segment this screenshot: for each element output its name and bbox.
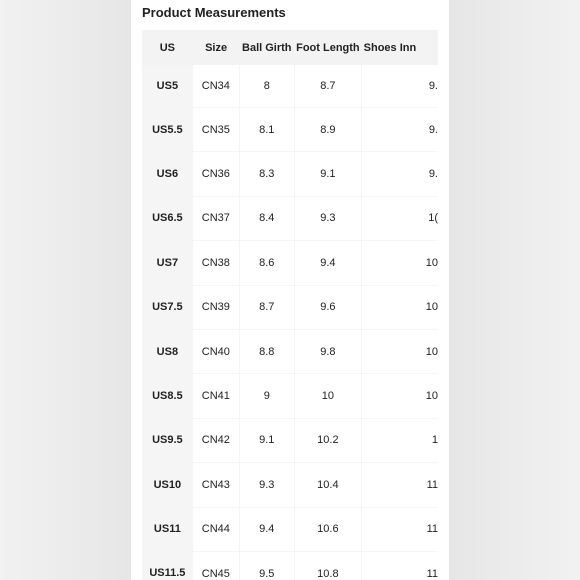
cell-us: US8.5 <box>142 374 193 418</box>
cell-us: US6 <box>142 152 193 196</box>
cell-size: CN45 <box>193 551 240 580</box>
cell-us: US9.5 <box>142 418 193 462</box>
cell-size: CN36 <box>193 152 240 196</box>
cell-foot-length: 10 <box>294 374 362 418</box>
table-row <box>142 108 438 152</box>
cell-shoes-inner: 1( <box>362 196 438 240</box>
cell-shoes-inner: 11 <box>362 463 438 507</box>
cell-shoes-inner: 11 <box>362 507 438 551</box>
cell-ball-girth: 9.4 <box>239 507 294 551</box>
cell-size: CN43 <box>193 463 240 507</box>
blurred-background-left <box>0 0 131 580</box>
cell-size: CN39 <box>193 285 240 329</box>
cell-size: CN38 <box>193 241 240 285</box>
cell-shoes-inner: 9. <box>362 152 438 196</box>
cell-us: US7 <box>142 241 193 285</box>
cell-shoes-inner: 1 <box>362 418 438 462</box>
table-row <box>142 152 438 196</box>
header-us: US <box>142 30 193 65</box>
cell-ball-girth: 8.4 <box>239 196 294 240</box>
cell-shoes-inner: 9. <box>362 108 438 152</box>
cell-foot-length: 9.3 <box>294 196 362 240</box>
cell-us: US7.5 <box>142 285 193 329</box>
cell-foot-length: 8.7 <box>294 65 362 108</box>
cell-foot-length: 10.8 <box>294 551 362 580</box>
cell-ball-girth: 9 <box>239 374 294 418</box>
blurred-background-right <box>449 0 580 580</box>
table-row <box>142 507 438 551</box>
cell-foot-length: 8.9 <box>294 108 362 152</box>
table-row <box>142 551 438 580</box>
cell-foot-length: 10.4 <box>294 463 362 507</box>
table-row <box>142 418 438 462</box>
cell-us: US8 <box>142 329 193 373</box>
cell-us: US10 <box>142 463 193 507</box>
cell-us: US6.5 <box>142 196 193 240</box>
table-header-row <box>142 30 438 65</box>
cell-shoes-inner: 10 <box>362 241 438 285</box>
cell-ball-girth: 8.6 <box>239 241 294 285</box>
cell-size: CN41 <box>193 374 240 418</box>
cell-size: CN40 <box>193 329 240 373</box>
table-row <box>142 196 438 240</box>
cell-shoes-inner: 10 <box>362 285 438 329</box>
cell-shoes-inner: 9. <box>362 65 438 108</box>
cell-shoes-inner: 11 <box>362 551 438 580</box>
header-foot-length: Foot Length <box>294 30 362 65</box>
table-row <box>142 285 438 329</box>
cell-foot-length: 9.4 <box>294 241 362 285</box>
cell-ball-girth: 8.7 <box>239 285 294 329</box>
cell-ball-girth: 9.1 <box>239 418 294 462</box>
size-chart-table <box>142 30 438 580</box>
table-row <box>142 329 438 373</box>
cell-size: CN34 <box>193 65 240 108</box>
cell-foot-length: 9.1 <box>294 152 362 196</box>
cell-ball-girth: 9.5 <box>239 551 294 580</box>
measurements-panel <box>131 0 449 580</box>
page-title: Product Measurements <box>142 5 286 20</box>
table-scroll-area[interactable] <box>142 30 438 580</box>
header-shoes-inner: Shoes Inn <box>362 30 438 65</box>
table-row <box>142 463 438 507</box>
cell-foot-length: 9.8 <box>294 329 362 373</box>
cell-ball-girth: 8.3 <box>239 152 294 196</box>
cell-us: US11 <box>142 507 193 551</box>
cell-us: US5 <box>142 65 193 108</box>
cell-foot-length: 10.6 <box>294 507 362 551</box>
table-row <box>142 65 438 108</box>
cell-foot-length: 10.2 <box>294 418 362 462</box>
cell-foot-length: 9.6 <box>294 285 362 329</box>
cell-size: CN42 <box>193 418 240 462</box>
cell-size: CN35 <box>193 108 240 152</box>
cell-size: CN37 <box>193 196 240 240</box>
cell-size: CN44 <box>193 507 240 551</box>
header-size: Size <box>193 30 240 65</box>
header-ball-girth: Ball Girth <box>239 30 294 65</box>
table-row <box>142 241 438 285</box>
cell-shoes-inner: 10 <box>362 374 438 418</box>
cell-ball-girth: 8.8 <box>239 329 294 373</box>
cell-ball-girth: 8.1 <box>239 108 294 152</box>
cell-ball-girth: 8 <box>239 65 294 108</box>
table-row <box>142 374 438 418</box>
cell-shoes-inner: 10 <box>362 329 438 373</box>
cell-us: US5.5 <box>142 108 193 152</box>
cell-ball-girth: 9.3 <box>239 463 294 507</box>
cell-us: US11.5 <box>142 551 193 580</box>
